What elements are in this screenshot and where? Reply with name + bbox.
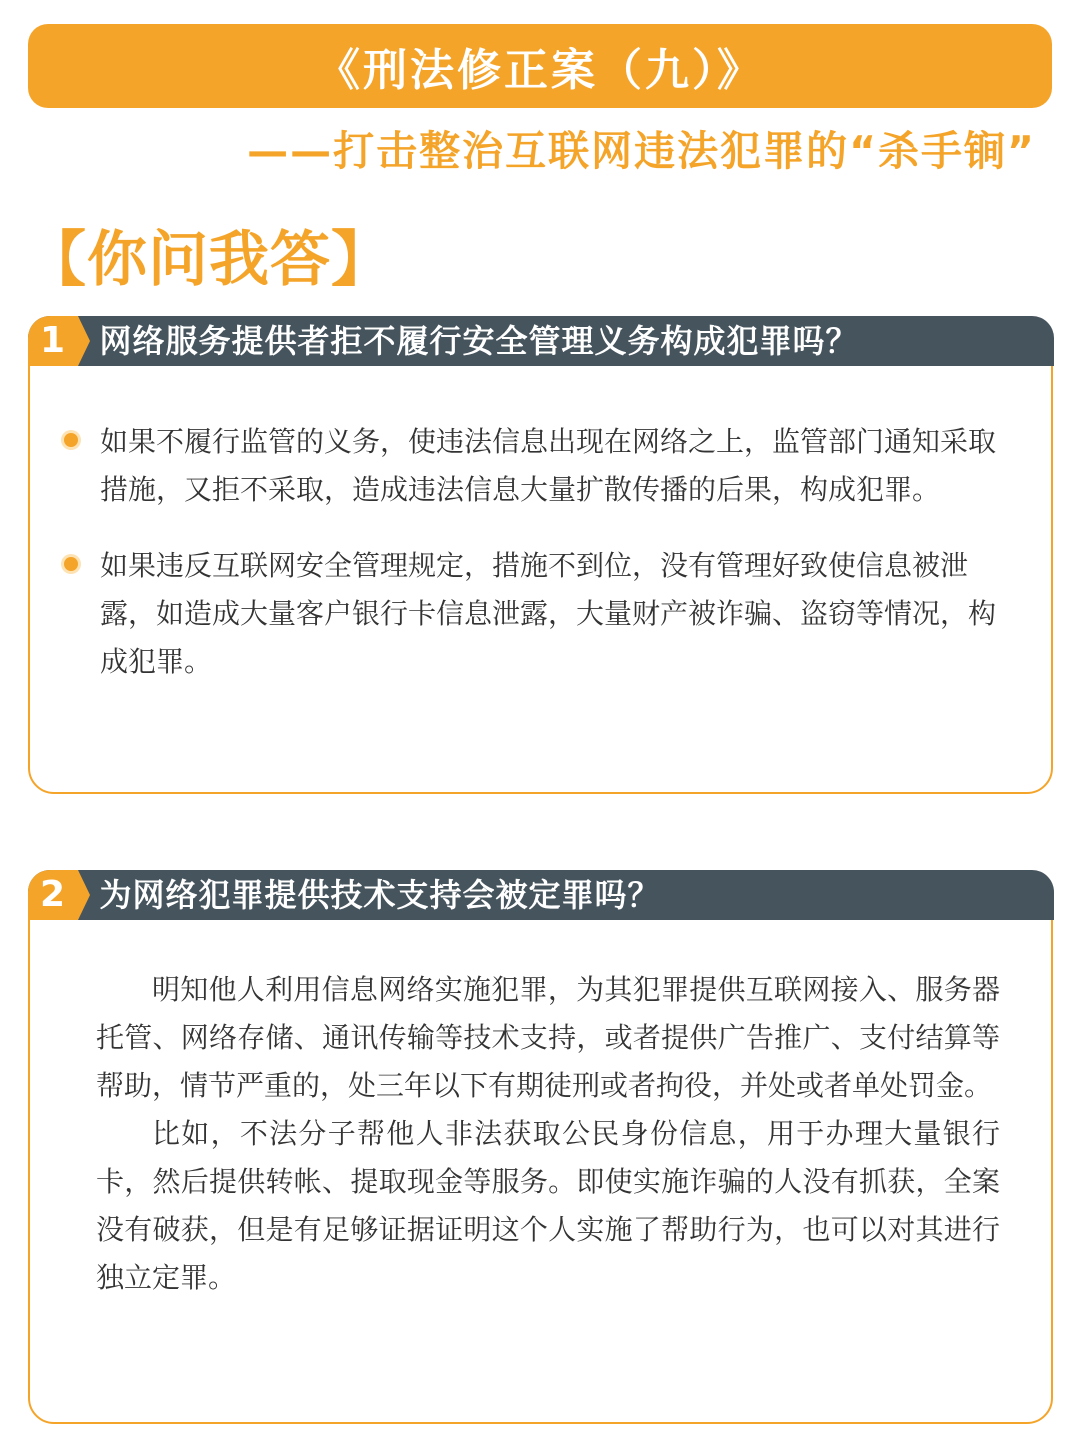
bullet-dot-icon — [64, 557, 78, 571]
answer-bullet-text: 如果违反互联网安全管理规定，措施不到位，没有管理好致使信息被泄露，如造成大量客户银行卡信息泄露，大量财产被诈骗、盗窃等情况，构成犯罪。 — [100, 549, 997, 678]
question-bar-1 — [28, 316, 1054, 366]
question-bar-2 — [28, 870, 1054, 920]
answer-list-1 — [60, 418, 1000, 714]
qa-card-2 — [28, 870, 1053, 1424]
answer-bullet-text: 如果不履行监管的义务，使违法信息出现在网络之上，监管部门通知采取措施，又拒不采取，造成违法信息大量扩散传播的后果，构成犯罪。 — [100, 425, 997, 506]
answer-paragraph: 比如，不法分子帮他人非法获取公民身份信息，用于办理大量银行卡，然后提供转帐、提取现金等服务。即使实施诈骗的人没有抓获，全案没有破获，但是有足够证据证明这个人实施了帮助行为，也可以对其进行独立定罪。 — [96, 1117, 1000, 1294]
answer-bullet — [60, 542, 1000, 686]
question-number-badge-1: 1 — [28, 316, 78, 366]
qa-card-1 — [28, 316, 1053, 794]
page-subtitle: ——打击整治互联网违法犯罪的“杀手锏” — [247, 127, 1036, 175]
question-text-1: 网络服务提供者拒不履行安全管理义务构成犯罪吗？ — [99, 321, 859, 360]
section-heading: 【你问我答】 — [26, 225, 392, 295]
bullet-dot-icon — [64, 433, 78, 447]
answer-body-2 — [96, 966, 1000, 1302]
answer-bullet — [60, 418, 1000, 514]
title-banner — [28, 24, 1052, 108]
answer-paragraph: 明知他人利用信息网络实施犯罪，为其犯罪提供互联网接入、服务器托管、网络存储、通讯传输等技术支持，或者提供广告推广、支付结算等帮助，情节严重的，处三年以下有期徒刑或者拘役，并处或者单处罚金。 — [96, 973, 1000, 1102]
page-title: 《刑法修正案（九）》 — [316, 45, 764, 96]
question-number-badge-2: 2 — [28, 870, 78, 920]
question-text-2: 为网络犯罪提供技术支持会被定罪吗？ — [99, 875, 661, 914]
